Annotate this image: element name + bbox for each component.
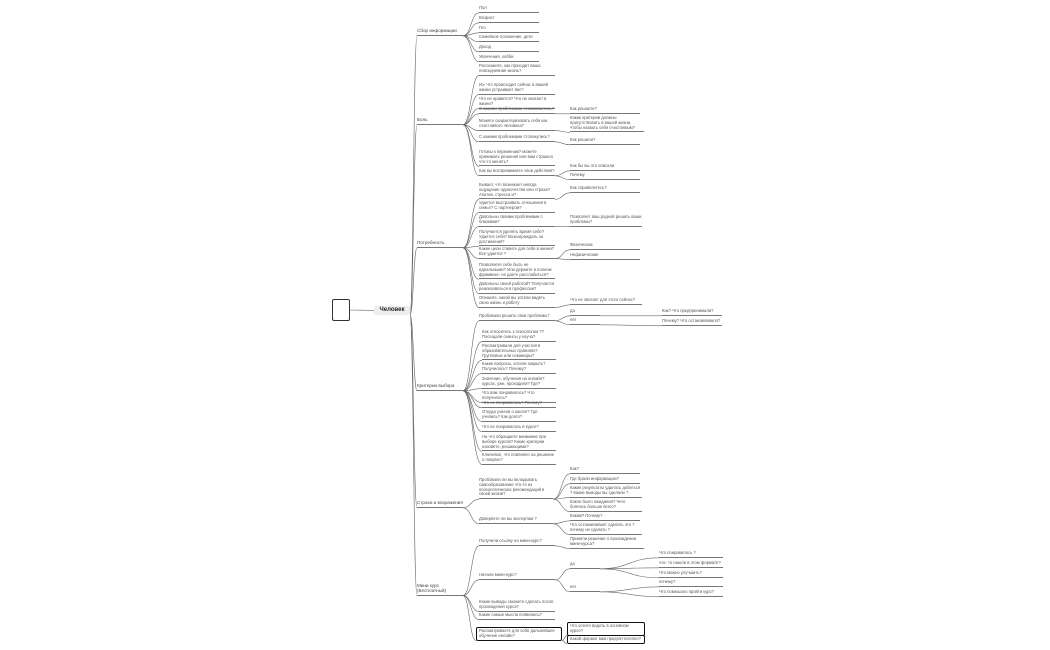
mindmap-root-node[interactable]: Человек — [374, 306, 410, 315]
branch-node-info-gathering[interactable]: Сбор информации — [417, 29, 463, 36]
connector-line — [463, 248, 479, 308]
connector-line — [555, 546, 570, 549]
connector-line — [600, 325, 662, 326]
question-node[interactable]: Откуда узнали о школе? Где учились? Как долго? — [482, 410, 556, 422]
question-node[interactable]: Какие вопросы, хотели закрыть? Получилось? Почему? — [482, 362, 556, 374]
connector-line — [555, 131, 570, 133]
answer-node[interactable]: Как решаете? — [570, 107, 640, 114]
answer-node[interactable]: Почему? Что останавливало? — [662, 319, 722, 326]
connector-line — [410, 315, 417, 508]
question-node[interactable]: С какими проблемами сталкиваетесь? — [479, 107, 555, 114]
connector-line — [600, 592, 659, 597]
question-node-highlighted[interactable]: Рассматриваете для себя дальнейшее обучение онлайн? — [476, 627, 562, 641]
leaf-node[interactable]: Увлечения, хобби — [479, 55, 539, 62]
branch-node-mini-course[interactable]: Мини курс (Бесплатный) — [417, 584, 463, 596]
branch-node-selection-criteria[interactable]: Критерии выбора — [417, 384, 463, 391]
connector-line — [463, 248, 479, 280]
answer-node[interactable]: Что останавливает сделать это ? почему не сделать ? — [570, 523, 642, 535]
connector-line — [463, 508, 479, 524]
connector-line — [553, 521, 570, 524]
connector-line — [555, 171, 570, 176]
connector-line — [600, 558, 659, 569]
connector-line — [555, 580, 570, 592]
connector-line — [555, 316, 570, 321]
connector-line — [463, 36, 479, 62]
leaf-node[interactable]: Возраст — [479, 16, 539, 23]
central-image-placeholder[interactable] — [332, 299, 350, 321]
leaf-node[interactable]: Семейное положение, дети — [479, 35, 539, 42]
answer-node[interactable]: Почему — [570, 173, 640, 180]
question-node[interactable]: Ключевое, что повлияло на решение о покупке? — [482, 453, 556, 465]
answer-node[interactable]: Как справляетесь? — [570, 186, 640, 193]
question-node[interactable]: Из- что происходит сейчас в вашей жизни устраивает вас? — [479, 83, 555, 95]
question-node[interactable]: Значение, обучения на онлайн?курсах, уже, проходили? Где? — [482, 377, 556, 389]
answer-node-highlighted[interactable]: Что хотите видеть в основном курсе? — [567, 622, 645, 636]
connector-line — [555, 142, 570, 145]
answer-node[interactable]: Приняли решение о прохождении мини-курса? — [570, 537, 644, 549]
answer-node[interactable]: Что не хватает для этого сейчас? — [570, 298, 642, 305]
question-node[interactable]: Расскажите, как проходит ваша повседневная жизнь? — [479, 64, 555, 76]
connector-line — [410, 36, 417, 315]
question-node[interactable]: На что обращаете внимание при выборе курсов? Какие критерии назовёте, решающими? — [482, 435, 556, 451]
question-node[interactable]: Пробовали решать свои проблемы? — [479, 314, 555, 321]
answer-node[interactable]: Какое было ожидания? Чего боялись больше всего? — [570, 500, 642, 512]
connector-line — [463, 125, 479, 167]
connector-line — [463, 248, 479, 294]
connector-line — [463, 213, 479, 248]
connector-line — [463, 76, 479, 125]
connector-line — [600, 587, 659, 592]
connector-line — [555, 569, 570, 580]
question-node[interactable]: Как вы воспринимаете свои действия? — [479, 169, 555, 176]
answer-node[interactable]: что- то нашли в этом формате? — [659, 561, 723, 568]
connector-line — [555, 250, 570, 259]
answer-node[interactable]: нет — [570, 318, 600, 325]
question-node[interactable]: Рассматривали для участия в образовательных провинях? Групповые или семинары? — [482, 344, 556, 360]
connector-line — [555, 176, 570, 180]
question-node[interactable]: Какие самые мысли появились? — [479, 613, 555, 620]
connector-line — [555, 305, 570, 308]
connector-line — [463, 342, 482, 391]
leaf-node[interactable]: Гео — [479, 26, 539, 33]
answer-node[interactable]: почему? — [659, 580, 723, 587]
answer-node[interactable]: нет — [570, 585, 600, 592]
connector-line — [463, 580, 479, 596]
answer-node[interactable]: Позволяет ваш родной решать ваши проблемы? — [570, 215, 642, 227]
branch-node-pain[interactable]: Боль — [417, 118, 463, 125]
connector-line — [463, 391, 482, 422]
branch-node-fears-objections[interactable]: Страхи и возражения — [417, 501, 463, 508]
connector-line — [553, 474, 570, 499]
connector-line — [463, 499, 479, 508]
question-node[interactable]: Начали мини-курс? — [479, 573, 555, 580]
answer-node[interactable]: Нефизические — [570, 253, 640, 260]
answer-node[interactable]: Как бы вы это описали — [570, 164, 640, 171]
branch-node-need[interactable]: Потребность — [417, 241, 463, 248]
question-node[interactable]: Получили ссылку на мини-курс? — [479, 539, 555, 546]
question-node[interactable]: Можете охарактеризовать себя как счастливого человека? — [479, 119, 555, 131]
answer-node[interactable]: да — [570, 309, 600, 316]
connector-line — [463, 125, 479, 176]
connector-line — [463, 109, 479, 125]
connector-line — [555, 321, 570, 325]
answer-node[interactable]: Что понравилось ? — [659, 551, 723, 558]
question-node[interactable]: Готовы к переменам? можете принимать решения или вам страшно что-то менять? — [479, 150, 555, 166]
question-node[interactable]: Пробовали ли вы вкладывать самообразование что-то из психологических рекомендаций в своей жизни? — [479, 478, 553, 499]
answer-node[interactable]: Как решили? — [570, 138, 640, 145]
question-node[interactable]: Что не понравилось в курсе? — [482, 425, 556, 432]
question-node[interactable]: Что не нравится? Что не хватает в жизни? — [479, 97, 555, 109]
answer-node[interactable]: Как? Что предпринимали? — [662, 309, 722, 316]
question-node[interactable]: Довольны своей работой? Получается реализоваться в профессии? — [479, 282, 555, 294]
question-node[interactable]: Доверяете ли вы экспертам ? — [479, 517, 553, 524]
answer-node[interactable]: да — [570, 562, 600, 569]
question-node[interactable]: Какие цели ставите для себя в жизни? Все удается ? — [479, 247, 555, 259]
answer-node[interactable]: Как? — [570, 467, 640, 474]
connector-line — [600, 569, 659, 578]
question-node[interactable]: Получается уделять время себе? Удается себя? Вознаграждать за достижения? — [479, 230, 555, 246]
answer-node[interactable]: Что помешало пройти курс? — [659, 590, 723, 597]
connector-line — [555, 193, 570, 200]
answer-node-highlighted[interactable]: Какой формат вам предпочтителен? — [567, 635, 645, 644]
question-node[interactable]: Какие выводы сможете сделать после прохождения курса? — [479, 600, 555, 612]
question-node[interactable]: Опишите, какой вы хотели видеть свою жизнь и работу — [479, 296, 555, 308]
question-node[interactable]: Позволяете себе быть не идеальными? Или держите в полном фрамвеке- не даете расслабиться? — [479, 263, 555, 279]
connector-line — [463, 13, 479, 36]
answer-node[interactable]: Какие критерии должны присутствовать в вашей жизни, чтобы назвать себя счастливым? — [570, 116, 644, 132]
connector-line — [553, 524, 570, 535]
question-node[interactable]: Довольны своими проблемами с близкими? — [479, 215, 555, 227]
connector-line — [553, 499, 570, 511]
question-node[interactable]: Что не понравилось? Почему? — [482, 401, 556, 408]
question-node[interactable]: С какими проблемами столкнулись? — [479, 135, 555, 142]
question-node[interactable]: Как относитесь к психологам ?? Посещали сеансы у коуча? — [482, 330, 556, 342]
answer-node[interactable]: Что можно улучшить? — [659, 571, 723, 578]
connector-line — [555, 259, 570, 260]
connector-line — [463, 596, 476, 641]
question-node[interactable]: Бывает, что возникает иногда ощущение одиночества или страха? Апатия, стресса и? — [479, 183, 555, 199]
question-node[interactable]: Удается выстраивать отношения в семье? С партнером? — [479, 201, 555, 213]
answer-node[interactable]: Какие результаты удалось добиться ? Какие выводы вы сделали ? — [570, 486, 642, 498]
connector-line — [463, 199, 479, 247]
answer-node[interactable]: Каким? Почему? — [570, 514, 640, 521]
question-node[interactable]: Что вам понравилось? Что получилось? — [482, 391, 556, 403]
answer-node[interactable]: Физические — [570, 243, 640, 250]
leaf-node[interactable]: Доход — [479, 45, 539, 52]
leaf-node[interactable]: Пол — [479, 6, 539, 13]
answer-node[interactable]: Где брали информацию? — [570, 477, 640, 484]
